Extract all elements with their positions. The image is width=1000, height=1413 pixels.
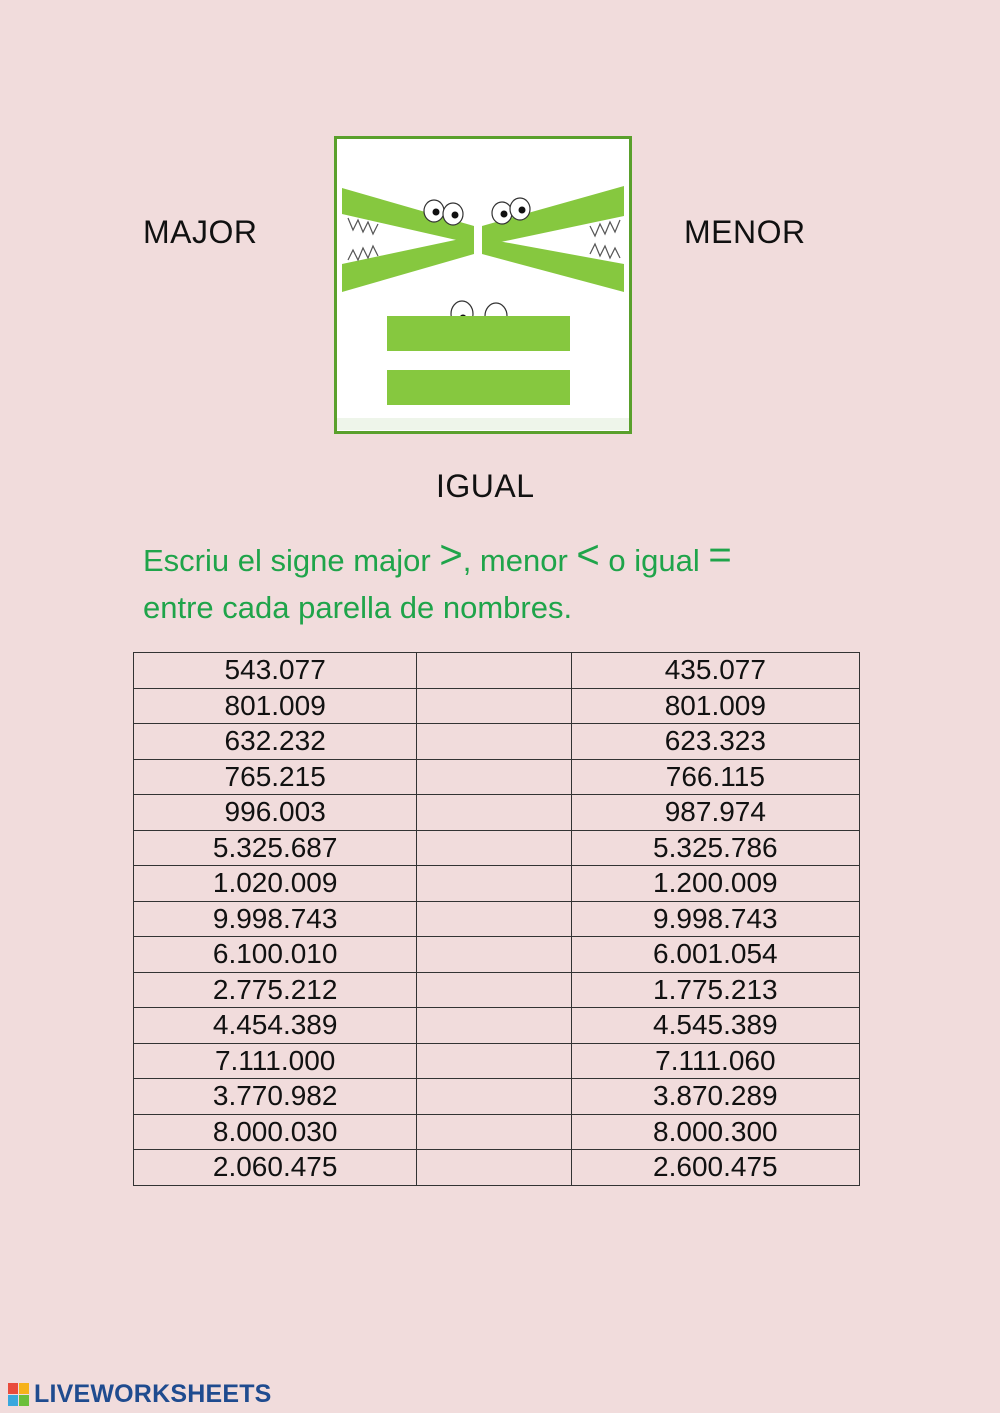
- liveworksheets-logo-icon: [8, 1383, 30, 1407]
- answer-input[interactable]: [417, 973, 570, 1008]
- number-pairs-table: [133, 652, 860, 1186]
- answer-cell: [417, 830, 571, 866]
- right-number: 766.115: [571, 759, 859, 795]
- answer-input[interactable]: [417, 1008, 570, 1043]
- answer-cell: [417, 937, 571, 973]
- right-number: 987.974: [571, 795, 859, 831]
- left-number: 801.009: [134, 688, 417, 724]
- table-row: [134, 759, 860, 795]
- table-row: [134, 1114, 860, 1150]
- greater-than-symbol: >: [439, 533, 463, 577]
- less-than-symbol: <: [576, 533, 600, 577]
- table-row: [134, 901, 860, 937]
- label-igual: IGUAL: [436, 468, 535, 504]
- left-number: 543.077: [134, 653, 417, 689]
- table-row: [134, 866, 860, 902]
- left-number: 996.003: [134, 795, 417, 831]
- left-number: 9.998.743: [134, 901, 417, 937]
- right-number: 8.000.300: [571, 1114, 859, 1150]
- right-number: 1.775.213: [571, 972, 859, 1008]
- answer-input[interactable]: [417, 653, 570, 688]
- answer-input[interactable]: [417, 1115, 570, 1150]
- answer-input[interactable]: [417, 1044, 570, 1079]
- answer-cell: [417, 1150, 571, 1186]
- table-row: [134, 688, 860, 724]
- label-major: MAJOR: [143, 214, 258, 250]
- right-number: 1.200.009: [571, 866, 859, 902]
- instruction-text-2: , menor: [462, 543, 577, 578]
- right-number: 801.009: [571, 688, 859, 724]
- right-number: 3.870.289: [571, 1079, 859, 1115]
- table-row: [134, 1150, 860, 1186]
- right-number: 7.111.060: [571, 1043, 859, 1079]
- right-number: 4.545.389: [571, 1008, 859, 1044]
- left-number: 8.000.030: [134, 1114, 417, 1150]
- right-number: 5.325.786: [571, 830, 859, 866]
- right-number: 6.001.054: [571, 937, 859, 973]
- answer-cell: [417, 688, 571, 724]
- answer-cell: [417, 1114, 571, 1150]
- instruction-line-1: [143, 533, 732, 581]
- right-number: 623.323: [571, 724, 859, 760]
- table-row: [134, 1043, 860, 1079]
- table-row: [134, 1079, 860, 1115]
- left-number: 2.060.475: [134, 1150, 417, 1186]
- right-number: 2.600.475: [571, 1150, 859, 1186]
- table-row: [134, 653, 860, 689]
- answer-cell: [417, 866, 571, 902]
- answer-input[interactable]: [417, 760, 570, 795]
- equals-symbol: =: [708, 533, 732, 577]
- answer-input[interactable]: [417, 1150, 570, 1185]
- brand-name: LIVEWORKSHEETS: [34, 1380, 272, 1408]
- answer-cell: [417, 901, 571, 937]
- instruction-text-3: o igual: [599, 543, 709, 578]
- table-row: [134, 724, 860, 760]
- left-number: 1.020.009: [134, 866, 417, 902]
- left-number: 5.325.687: [134, 830, 417, 866]
- table-row: [134, 830, 860, 866]
- label-menor: MENOR: [684, 214, 806, 250]
- table-row: [134, 1008, 860, 1044]
- answer-cell: [417, 1008, 571, 1044]
- answer-input[interactable]: [417, 902, 570, 937]
- right-number: 9.998.743: [571, 901, 859, 937]
- answer-cell: [417, 795, 571, 831]
- left-number: 4.454.389: [134, 1008, 417, 1044]
- answer-input[interactable]: [417, 724, 570, 759]
- crocodile-signs-image: [334, 136, 632, 434]
- answer-cell: [417, 724, 571, 760]
- left-number: 632.232: [134, 724, 417, 760]
- answer-cell: [417, 759, 571, 795]
- answer-input[interactable]: [417, 866, 570, 901]
- answer-input[interactable]: [417, 937, 570, 972]
- left-number: 7.111.000: [134, 1043, 417, 1079]
- answer-cell: [417, 1079, 571, 1115]
- crocodile-icon: [334, 136, 632, 434]
- answer-input[interactable]: [417, 1079, 570, 1114]
- left-number: 2.775.212: [134, 972, 417, 1008]
- instruction-line-2: entre cada parella de nombres.: [143, 590, 573, 625]
- left-number: 3.770.982: [134, 1079, 417, 1115]
- answer-input[interactable]: [417, 795, 570, 830]
- answer-cell: [417, 1043, 571, 1079]
- answer-input[interactable]: [417, 831, 570, 866]
- table-row: [134, 937, 860, 973]
- answer-input[interactable]: [417, 689, 570, 724]
- left-number: 765.215: [134, 759, 417, 795]
- brand-footer: [8, 1380, 272, 1409]
- answer-cell: [417, 972, 571, 1008]
- left-number: 6.100.010: [134, 937, 417, 973]
- table-row: [134, 972, 860, 1008]
- table-row: [134, 795, 860, 831]
- right-number: 435.077: [571, 653, 859, 689]
- answer-cell: [417, 653, 571, 689]
- instruction-text-1: Escriu el signe major: [143, 543, 440, 578]
